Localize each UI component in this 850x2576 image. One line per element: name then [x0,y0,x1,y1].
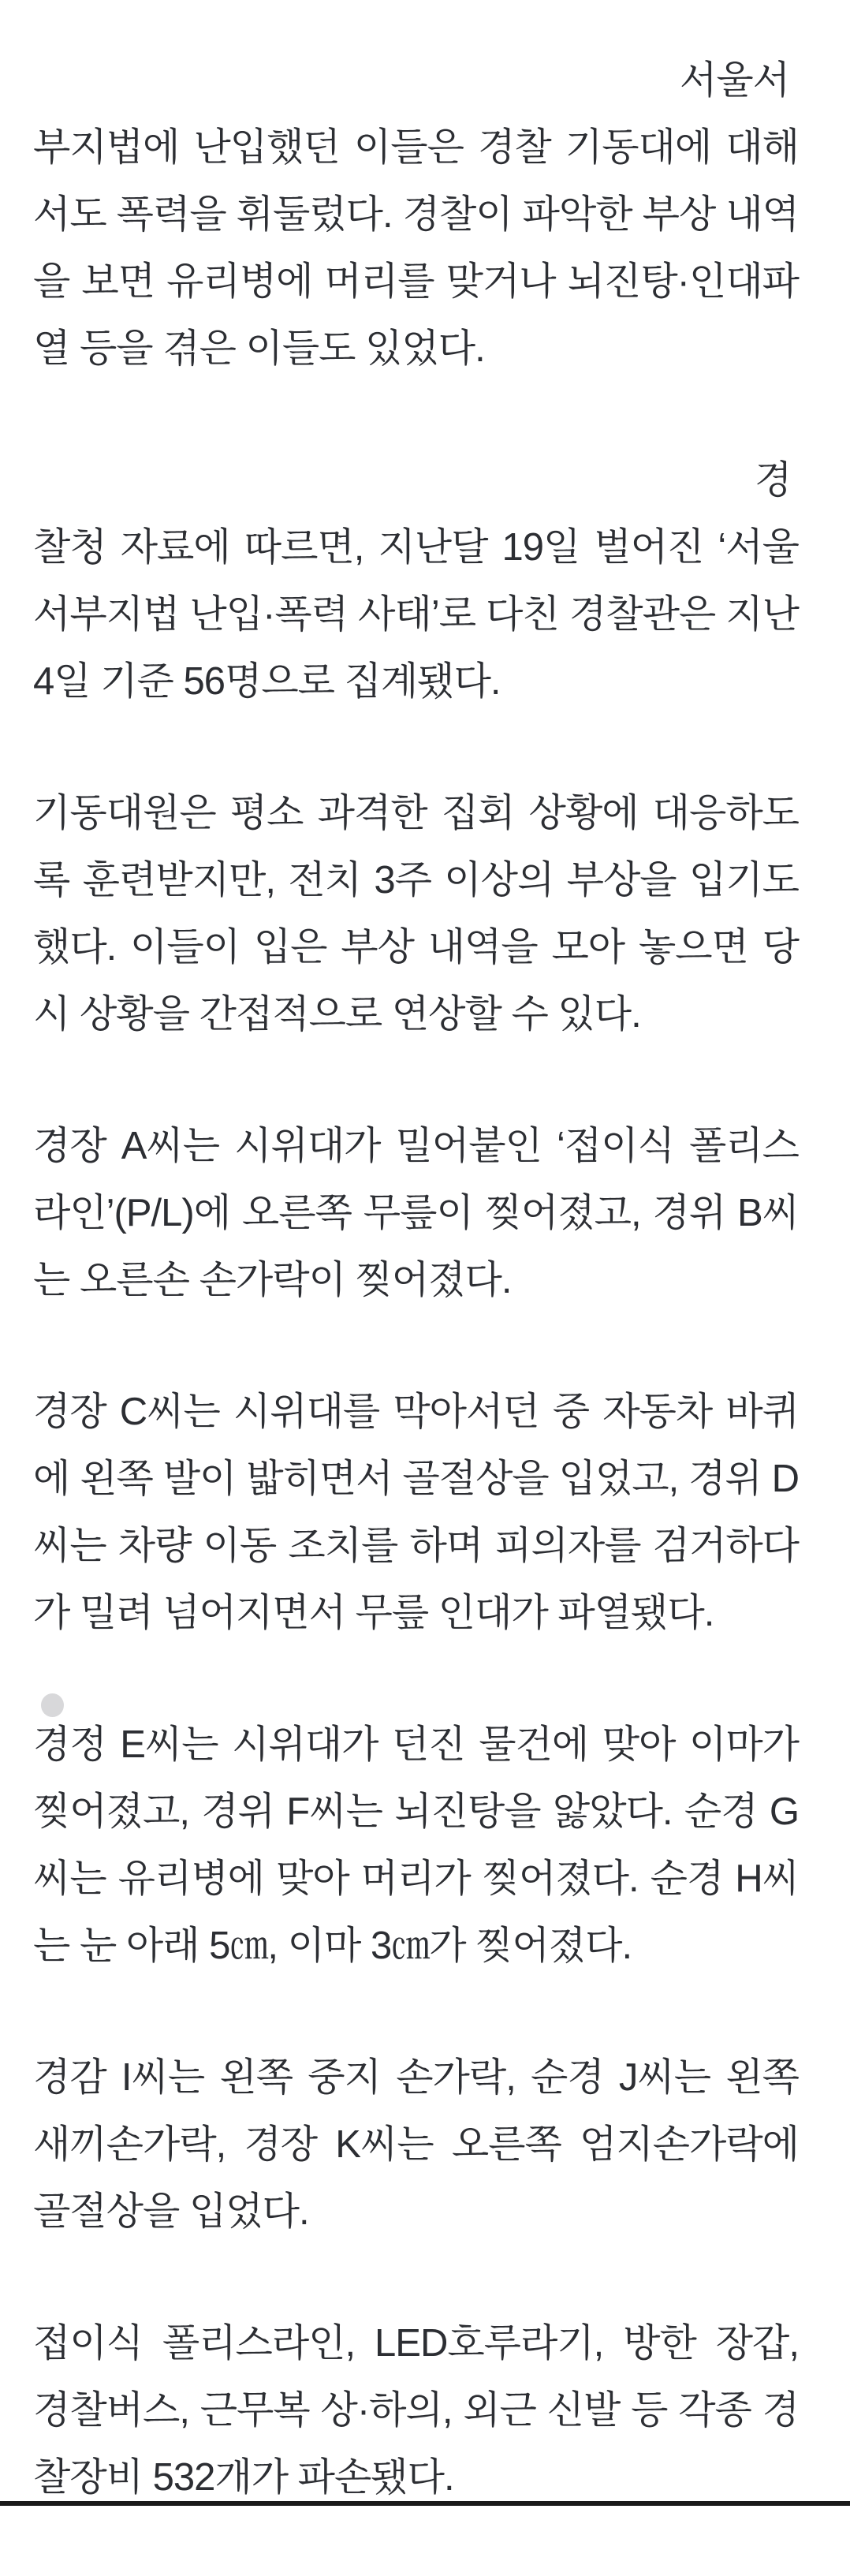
bottom-divider [0,2501,850,2506]
article-paragraph: 경장 A씨는 시위대가 밀어붙인 ‘접이식 폴리스라인’(P/L)에 오른쪽 무릎이 찢어졌고, 경위 B씨는 오른손 손가락이 찢어졌다. [33,1125,799,1301]
article-paragraph: 기동대원은 평소 과격한 집회 상황에 대응하도록 훈련받지만, 전치 3주 이상의 부상을 입기도 했다. 이들이 입은 부상 내역을 모아 놓으면 당시 상황을 간접적으로 연상할 수 있다. [33,792,799,1036]
article-paragraph: 경찰청 자료에 따르면, 지난달 19일 벌어진 ‘서울서부지법 난입·폭력 사태’로 다친 경찰관은 지난 4일 기준 56명으로 집계됐다. [33,459,799,703]
image-placeholder-dot [41,1693,64,1717]
article-paragraph: 경장 C씨는 시위대를 막아서던 중 자동차 바퀴에 왼쪽 발이 밟히면서 골절상을 입었고, 경위 D씨는 차량 이동 조치를 하며 피의자를 검거하다가 밀려 넘어지면서 무릎 인대가 파열됐다. [33,1391,799,1634]
article-paragraph: 서울서부지법에 난입했던 이들은 경찰 기동대에 대해서도 폭력을 휘둘렀다. 경찰이 파악한 부상 내역을 보면 유리병에 머리를 맞거나 뇌진탕·인대파열 등을 겪은 이들도 있었다. [33,59,799,370]
article-paragraph: 접이식 폴리스라인, LED호루라기, 방한 장갑, 경찰버스, 근무복 상·하의, 외근 신발 등 각종 경찰장비 532개가 파손됐다. [33,2322,799,2499]
article-paragraph: 경정 E씨는 시위대가 던진 물건에 맞아 이마가 찢어졌고, 경위 F씨는 뇌진탕을 앓았다. 순경 G씨는 유리병에 맞아 머리가 찢어졌다. 순경 H씨는 눈 아래 5㎝, 이마 3㎝가 찢어졌다. [33,1723,799,1967]
article-paragraph: 경감 I씨는 왼쪽 중지 손가락, 순경 J씨는 왼쪽 새끼손가락, 경장 K씨는 오른쪽 엄지손가락에 골절상을 입었다. [33,2056,799,2233]
